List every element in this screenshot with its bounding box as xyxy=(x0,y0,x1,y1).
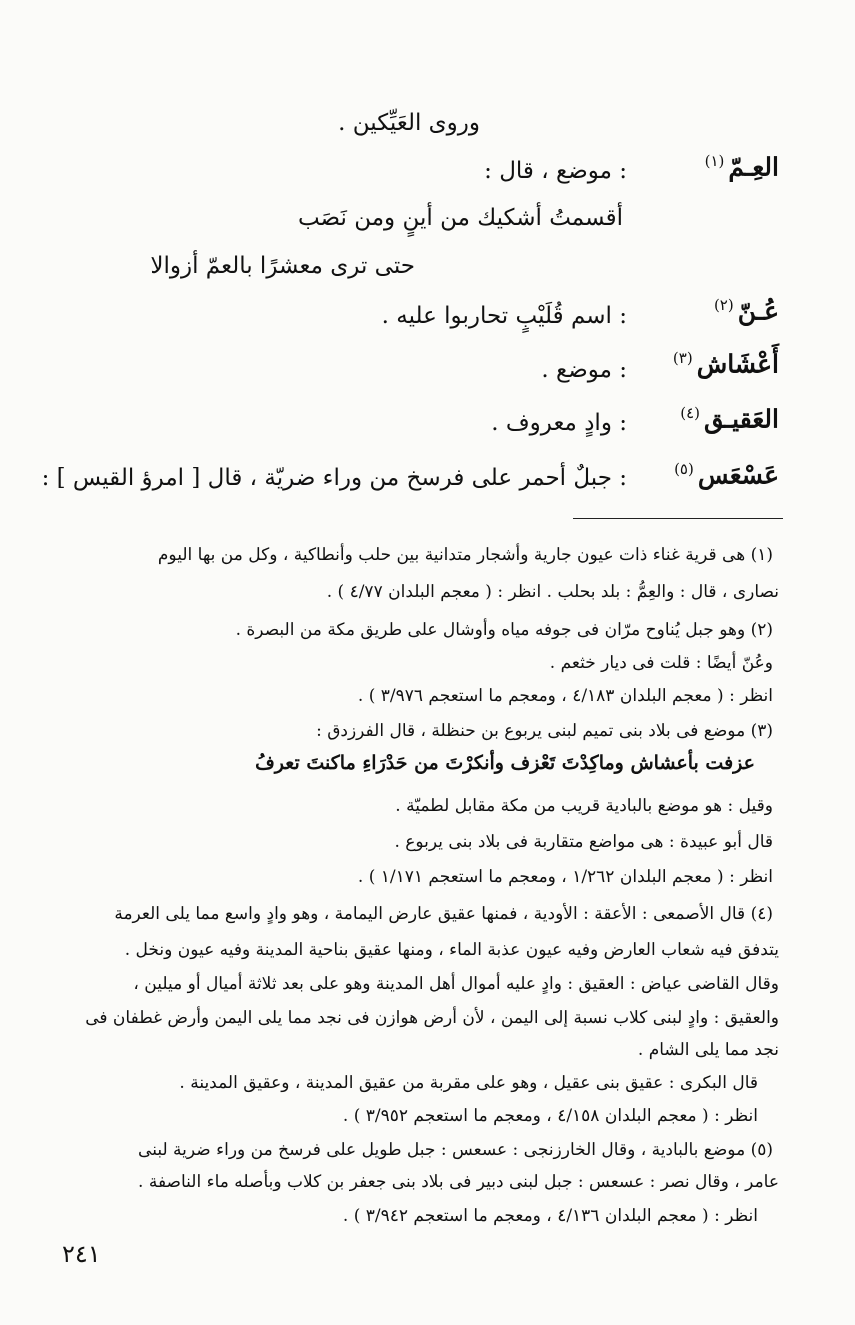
entry-head-5 xyxy=(674,460,779,489)
footnote-ref: (٤) xyxy=(680,404,700,422)
entry-head-text: العِـمّ xyxy=(728,152,779,182)
footnote-line: والعقيق : وادٍ لبنى كلاب نسبة إلى اليمن ، لأن أرض هوازن فى نجد مما يلى اليمن وأرض غطفان فى xyxy=(85,1008,779,1028)
footnote-line: انظر : ( معجم البلدان ٤/١٥٨ ، ومعجم ما استعجم ٣/٩٥٢ ) . xyxy=(342,1106,758,1126)
entry-head-1 xyxy=(705,152,779,181)
footnote-line: نجد مما يلى الشام . xyxy=(637,1040,779,1060)
footnote-line: عامر ، وقال نصر : عسعس : جبل لبنى دبير فى بلاد بنى جعفر بن كلاب وبأصله ماء الناصفة . xyxy=(138,1172,779,1192)
footnote-line: قال أبو عبيدة : هى مواضع متقاربة فى بلاد بنى يربوع . xyxy=(394,832,773,852)
footnote-line: (٣) موضع فى بلاد بنى تميم لبنى يربوع بن حنظلة ، قال الفرزدق : xyxy=(316,721,773,741)
footnote-line: انظر : ( معجم البلدان ٤/١٨٣ ، ومعجم ما استعجم ٣/٩٧٦ ) . xyxy=(357,686,773,706)
entry-def-2: : اسم قُلَيْبٍ تحاربوا عليه . xyxy=(381,303,627,329)
footnote-line: (١) هى قرية غناء ذات عيون جارية وأشجار متدانية بين حلب وأنطاكية ، وكل من بها اليوم xyxy=(157,545,773,565)
entry-head-3 xyxy=(673,349,779,378)
entry-def-1: : موضع ، قال : xyxy=(484,158,627,184)
footnote-line: (٢) وهو جبل يُناوح مرّان فى جوفه مياه وأوشال على طريق مكة من البصرة . xyxy=(235,620,773,640)
footnote-line: انظر : ( معجم البلدان ٤/١٣٦ ، ومعجم ما استعجم ٣/٩٤٢ ) . xyxy=(342,1206,758,1226)
entry-head-4 xyxy=(680,404,779,433)
footnote-ref: (٢) xyxy=(713,296,734,314)
footnote-verse: عزفت بأعشاش وماكِدْتَ تَعْزف وأنكرْتَ من حَدْرَاءِ ماكنتَ تعرفُ xyxy=(255,752,755,774)
entry-head-2 xyxy=(714,296,779,325)
page-number: ٢٤١ xyxy=(62,1240,101,1268)
verse-line-1: أقسمتُ أشكيك من أينٍ ومن نَصَب xyxy=(297,205,623,231)
footnote-line: وقيل : هو موضع بالبادية قريب من مكة مقابل لطميّة . xyxy=(395,796,773,816)
footnote-line: وعُنّ أيضًا : قلت فى ديار خثعم . xyxy=(549,653,773,673)
footnote-line: انظر : ( معجم البلدان ١/٢٦٢ ، ومعجم ما استعجم ١/١٧١ ) . xyxy=(357,867,773,887)
footnote-line: نصارى ، قال : والعِمُّ : بلد بحلب . انظر : ( معجم البلدان ٤/٧٧ ) . xyxy=(326,582,779,602)
footnote-line: يتدفق فيه شعاب العارض وفيه عيون عذبة الماء ، ومنها عقيق بناحية المدينة وفيه عيون ونخل . xyxy=(124,940,779,960)
footnote-ref: (٥) xyxy=(674,460,694,478)
verse-line-2: حتى ترى معشرًا بالعمّ أزوالا xyxy=(150,253,415,279)
footnote-line: (٥) موضع بالبادية ، وقال الخارزنجى : عسعس : جبل طويل على فرسخ من وراء ضرية لبنى xyxy=(138,1140,773,1160)
entry-def-5: : جبلٌ أحمر على فرسخ من وراء ضريّة ، قال [ امرؤ القيس ] : xyxy=(41,465,627,491)
entry-head-text: العَقيـق xyxy=(704,404,779,434)
entry-head-text: عُـنّ xyxy=(737,296,779,326)
footnote-ref: (٣) xyxy=(672,349,693,367)
footnote-ref: (١) xyxy=(704,152,725,170)
entry-def-4: : وادٍ معروف . xyxy=(491,410,627,436)
footnote-separator xyxy=(573,518,783,519)
entry-head-text: عَسْعَس xyxy=(697,460,779,490)
footnote-line: قال البكرى : عقيق بنى عقيل ، وهو على مقربة من عقيق المدينة ، وعقيق المدينة . xyxy=(179,1073,758,1093)
footnote-line: (٤) قال الأصمعى : الأعقة : الأودية ، فمنها عقيق عارض اليمامة ، وهو وادٍ واسع مما يلى العرمة xyxy=(114,904,773,924)
footnote-line: وقال القاضى عياض : العقيق : وادٍ عليه أموال أهل المدينة وهو على بعد ثلاثة أميال أو ميلين ، xyxy=(133,974,779,994)
entry-def-3: : موضع . xyxy=(541,357,627,383)
entry-head-text: أَعْشَاش xyxy=(696,349,779,379)
intro-line: وروى العَيِّكين . xyxy=(338,110,480,136)
